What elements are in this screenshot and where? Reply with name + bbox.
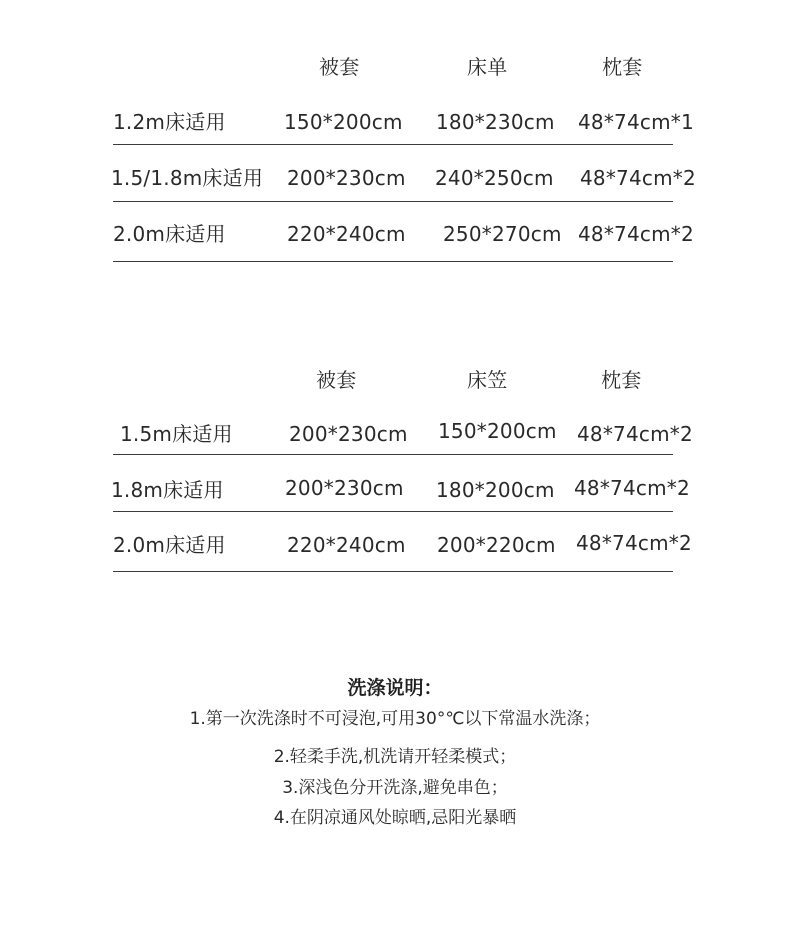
cell-fitted-sheet-size: 150*200cm — [438, 419, 557, 443]
cell-pillowcase-size: 48*74cm*2 — [576, 531, 692, 555]
cell-sheet-size: 250*270cm — [443, 222, 562, 246]
row-label: 2.0m床适用 — [113, 222, 226, 246]
header-fitted-sheet: 床笠 — [467, 368, 508, 392]
header-duvet-cover: 被套 — [316, 368, 357, 392]
washing-instruction-2: 2.轻柔手洗,机洗请开轻柔模式； — [273, 747, 517, 767]
cell-pillowcase-size: 48*74cm*2 — [577, 422, 693, 446]
row-label: 1.5m床适用 — [120, 422, 233, 446]
cell-duvet-size: 200*230cm — [285, 476, 404, 500]
washing-instruction-1: 1.第一次洗涤时不可浸泡,可用30°℃以下常温水洗涤； — [189, 709, 601, 729]
row-label: 1.8m床适用 — [111, 478, 224, 502]
row-divider — [113, 454, 673, 455]
row-divider — [113, 144, 673, 145]
cell-duvet-size: 220*240cm — [287, 222, 406, 246]
cell-pillowcase-size: 48*74cm*2 — [574, 476, 690, 500]
washing-instruction-3: 3.深浅色分开洗涤,避免串色； — [282, 778, 508, 798]
row-label: 1.2m床适用 — [113, 110, 226, 134]
row-label: 1.5/1.8m床适用 — [111, 166, 264, 190]
header-pillowcase: 枕套 — [602, 55, 643, 79]
header-duvet-cover: 被套 — [319, 55, 360, 79]
cell-pillowcase-size: 48*74cm*1 — [578, 110, 694, 134]
cell-duvet-size: 220*240cm — [287, 533, 406, 557]
header-bed-sheet: 床单 — [467, 55, 508, 79]
row-divider — [113, 511, 673, 512]
row-divider — [113, 571, 673, 572]
row-divider — [113, 201, 673, 202]
cell-fitted-sheet-size: 200*220cm — [437, 533, 556, 557]
washing-instruction-4: 4.在阴凉通风处晾晒,忌阳光暴晒 — [273, 808, 517, 828]
cell-fitted-sheet-size: 180*200cm — [436, 478, 555, 502]
cell-duvet-size: 200*230cm — [289, 422, 408, 446]
cell-sheet-size: 180*230cm — [436, 110, 555, 134]
row-divider — [113, 261, 673, 262]
cell-pillowcase-size: 48*74cm*2 — [578, 222, 694, 246]
cell-pillowcase-size: 48*74cm*2 — [580, 166, 696, 190]
row-label: 2.0m床适用 — [113, 533, 226, 557]
cell-duvet-size: 150*200cm — [284, 110, 403, 134]
cell-sheet-size: 240*250cm — [435, 166, 554, 190]
header-pillowcase: 枕套 — [601, 368, 642, 392]
washing-title: 洗涤说明： — [347, 677, 443, 699]
cell-duvet-size: 200*230cm — [287, 166, 406, 190]
